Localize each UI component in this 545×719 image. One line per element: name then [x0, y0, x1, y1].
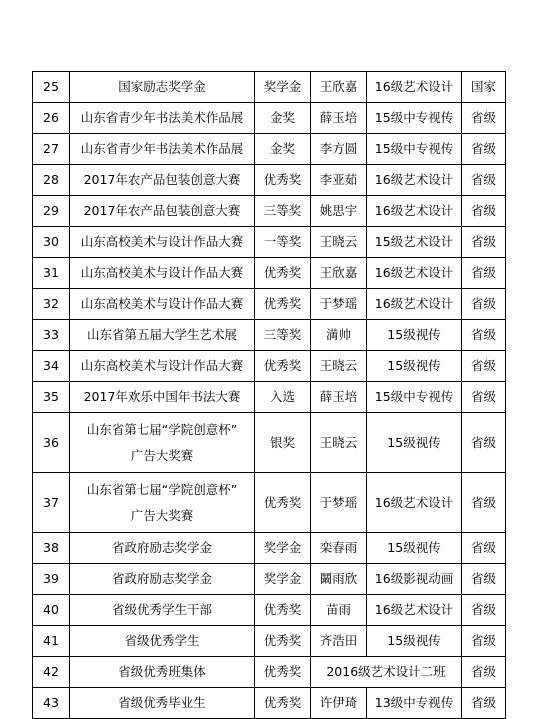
level-cell: 省级 — [462, 320, 506, 351]
award-cell: 奖学金 — [255, 533, 311, 564]
table-row — [33, 626, 506, 657]
table-row — [33, 657, 506, 688]
class-cell: 16级艺术设计 — [367, 165, 462, 196]
level-cell: 省级 — [462, 413, 506, 473]
competition-cell: 山东高校美术与设计作品大赛 — [70, 289, 255, 320]
class-cell: 15级视传 — [367, 626, 462, 657]
award-cell: 入选 — [255, 382, 311, 413]
table-row — [33, 595, 506, 626]
competition-cell: 省级优秀学生干部 — [70, 595, 255, 626]
row-number: 36 — [33, 413, 70, 473]
competition-cell: 山东高校美术与设计作品大赛 — [70, 351, 255, 382]
student-name-cell: 王晓云 — [311, 351, 367, 382]
competition-line: 山东省第七届“学院创意杯” — [86, 421, 238, 437]
award-cell: 金奖 — [255, 134, 311, 165]
level-cell: 省级 — [462, 626, 506, 657]
competition-cell — [70, 413, 255, 473]
competition-cell: 山东省青少年书法美术作品展 — [70, 103, 255, 134]
level-cell: 省级 — [462, 351, 506, 382]
class-cell: 15级中专视传 — [367, 382, 462, 413]
award-cell: 金奖 — [255, 103, 311, 134]
table-row — [33, 134, 506, 165]
award-cell: 优秀奖 — [255, 473, 311, 533]
award-cell: 奖学金 — [255, 564, 311, 595]
competition-line: 广告大奖赛 — [130, 507, 194, 523]
row-number: 31 — [33, 258, 70, 289]
award-cell: 三等奖 — [255, 320, 311, 351]
level-cell: 省级 — [462, 473, 506, 533]
level-cell: 省级 — [462, 595, 506, 626]
class-cell: 16级艺术设计 — [367, 595, 462, 626]
competition-cell: 2017年农产品包装创意大赛 — [70, 165, 255, 196]
row-number: 35 — [33, 382, 70, 413]
class-cell: 2016级艺术设计二班 — [311, 657, 462, 688]
competition-cell: 省级优秀学生 — [70, 626, 255, 657]
student-name-cell: 齐浩田 — [311, 626, 367, 657]
table-row — [33, 533, 506, 564]
table-row — [33, 688, 506, 719]
award-cell: 优秀奖 — [255, 688, 311, 719]
class-cell: 15级中专视传 — [367, 134, 462, 165]
class-cell: 15级中专视传 — [367, 103, 462, 134]
competition-cell: 省级优秀班集体 — [70, 657, 255, 688]
student-name-cell: 薛玉培 — [311, 103, 367, 134]
student-name-cell: 于梦瑶 — [311, 473, 367, 533]
competition-cell: 山东高校美术与设计作品大赛 — [70, 227, 255, 258]
row-number: 34 — [33, 351, 70, 382]
award-cell: 优秀奖 — [255, 165, 311, 196]
class-cell: 16级艺术设计 — [367, 196, 462, 227]
award-cell: 优秀奖 — [255, 595, 311, 626]
award-cell: 一等奖 — [255, 227, 311, 258]
class-cell: 15级视传 — [367, 413, 462, 473]
competition-cell — [70, 473, 255, 533]
award-cell: 银奖 — [255, 413, 311, 473]
row-number: 28 — [33, 165, 70, 196]
level-cell: 省级 — [462, 196, 506, 227]
table-row — [33, 165, 506, 196]
class-cell: 16级艺术设计 — [367, 473, 462, 533]
class-cell: 16级影视动画 — [367, 564, 462, 595]
level-cell: 国家 — [462, 72, 506, 103]
competition-cell: 2017年欢乐中国年书法大赛 — [70, 382, 255, 413]
competition-cell: 2017年农产品包装创意大赛 — [70, 196, 255, 227]
row-number: 32 — [33, 289, 70, 320]
student-name-cell: 栾春雨 — [311, 533, 367, 564]
row-number: 43 — [33, 688, 70, 719]
level-cell: 省级 — [462, 103, 506, 134]
award-cell: 优秀奖 — [255, 626, 311, 657]
row-number: 38 — [33, 533, 70, 564]
competition-line: 广告大奖赛 — [130, 447, 194, 463]
award-cell: 优秀奖 — [255, 657, 311, 688]
competition-cell: 山东高校美术与设计作品大赛 — [70, 258, 255, 289]
class-cell: 15级视传 — [367, 533, 462, 564]
level-cell: 省级 — [462, 657, 506, 688]
table-row — [33, 103, 506, 134]
student-name-cell: 于梦瑶 — [311, 289, 367, 320]
table-row — [33, 473, 506, 533]
row-number: 30 — [33, 227, 70, 258]
student-name-cell: 満帅 — [311, 320, 367, 351]
row-number: 33 — [33, 320, 70, 351]
student-name-cell: 姚思宇 — [311, 196, 367, 227]
award-cell: 优秀奖 — [255, 351, 311, 382]
award-cell: 奖学金 — [255, 72, 311, 103]
award-cell: 优秀奖 — [255, 258, 311, 289]
class-cell: 15级视传 — [367, 320, 462, 351]
row-number: 25 — [33, 72, 70, 103]
table-row — [33, 227, 506, 258]
level-cell: 省级 — [462, 289, 506, 320]
row-number: 27 — [33, 134, 70, 165]
table-row — [33, 289, 506, 320]
award-cell: 三等奖 — [255, 196, 311, 227]
awards-table — [32, 71, 506, 719]
class-cell: 15级艺术设计 — [367, 227, 462, 258]
row-number: 39 — [33, 564, 70, 595]
table-row — [33, 351, 506, 382]
level-cell: 省级 — [462, 533, 506, 564]
level-cell: 省级 — [462, 688, 506, 719]
competition-cell: 山东省第五届大学生艺术展 — [70, 320, 255, 351]
class-cell: 16级艺术设计 — [367, 72, 462, 103]
student-name-cell: 李方圆 — [311, 134, 367, 165]
class-cell: 15级视传 — [367, 351, 462, 382]
competition-cell: 山东省青少年书法美术作品展 — [70, 134, 255, 165]
competition-cell: 国家励志奖学金 — [70, 72, 255, 103]
award-cell: 优秀奖 — [255, 289, 311, 320]
class-cell: 16级艺术设计 — [367, 289, 462, 320]
table-row — [33, 72, 506, 103]
level-cell: 省级 — [462, 165, 506, 196]
table-row — [33, 564, 506, 595]
student-name-cell: 李亚茹 — [311, 165, 367, 196]
table-row — [33, 258, 506, 289]
table-row — [33, 413, 506, 473]
row-number: 26 — [33, 103, 70, 134]
row-number: 41 — [33, 626, 70, 657]
row-number: 29 — [33, 196, 70, 227]
competition-line: 山东省第七届“学院创意杯” — [86, 481, 238, 497]
level-cell: 省级 — [462, 382, 506, 413]
level-cell: 省级 — [462, 134, 506, 165]
class-cell: 16级艺术设计 — [367, 258, 462, 289]
table-row — [33, 382, 506, 413]
student-name-cell: 王欣嘉 — [311, 258, 367, 289]
competition-cell: 省政府励志奖学金 — [70, 564, 255, 595]
competition-cell: 省级优秀毕业生 — [70, 688, 255, 719]
level-cell: 省级 — [462, 258, 506, 289]
student-name-cell: 王欣嘉 — [311, 72, 367, 103]
level-cell: 省级 — [462, 564, 506, 595]
student-name-cell: 王晓云 — [311, 227, 367, 258]
student-name-cell: 王晓云 — [311, 413, 367, 473]
student-name-cell: 薛玉培 — [311, 382, 367, 413]
table-row — [33, 196, 506, 227]
student-name-cell: 鬫雨欣 — [311, 564, 367, 595]
row-number: 42 — [33, 657, 70, 688]
competition-cell: 省政府励志奖学金 — [70, 533, 255, 564]
table-row — [33, 320, 506, 351]
student-name-cell: 许伊琦 — [311, 688, 367, 719]
student-name-cell: 苗雨 — [311, 595, 367, 626]
level-cell: 省级 — [462, 227, 506, 258]
class-cell: 13级中专视传 — [367, 688, 462, 719]
row-number: 37 — [33, 473, 70, 533]
row-number: 40 — [33, 595, 70, 626]
